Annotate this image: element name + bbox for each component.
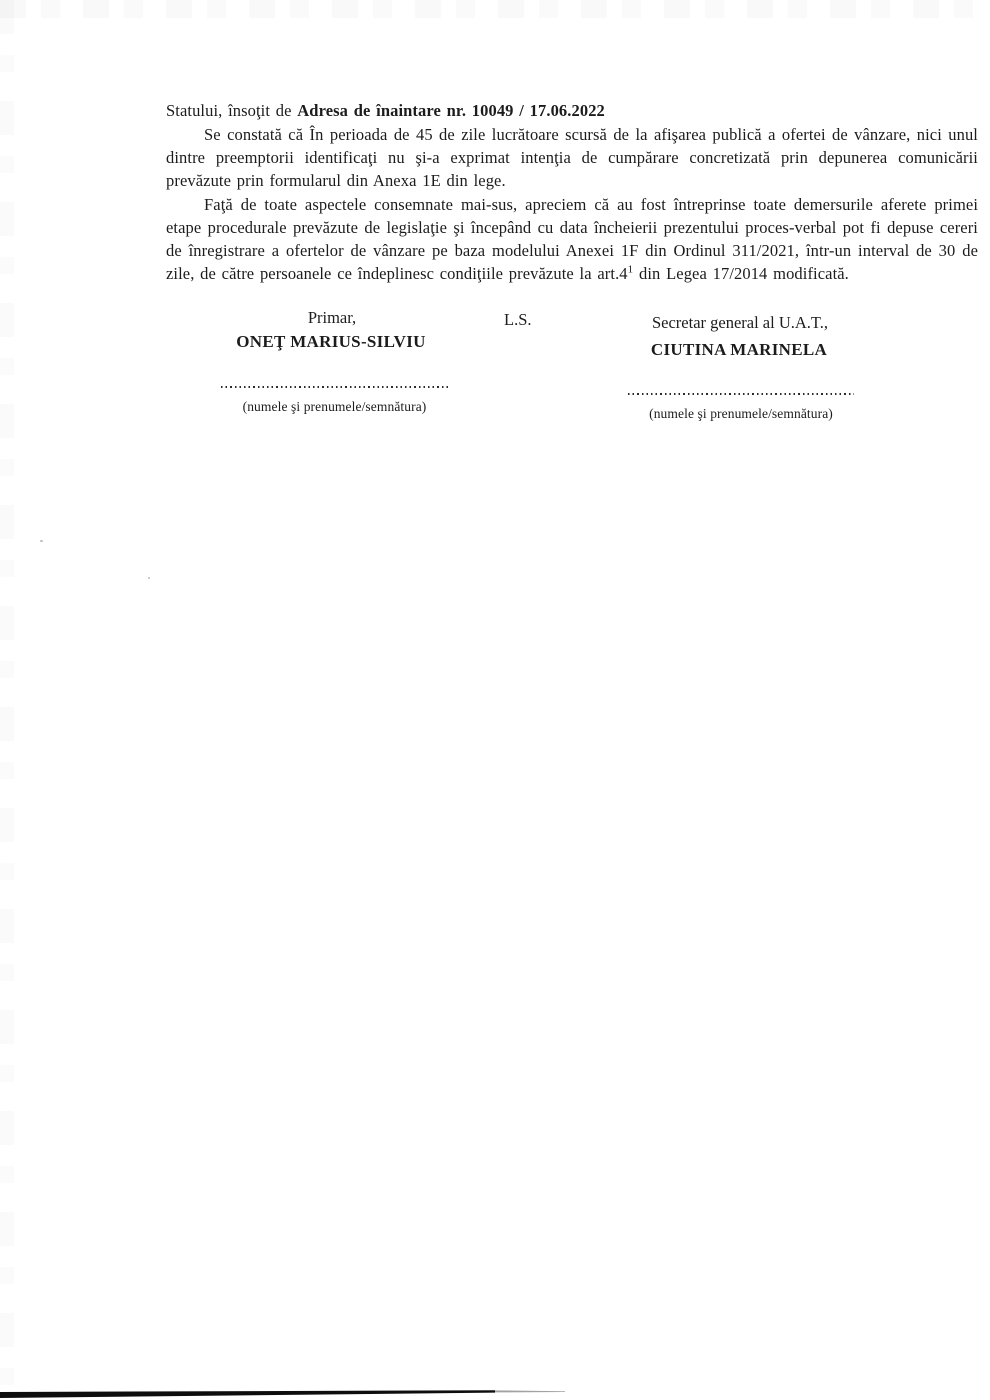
signature-caption-right: (numele şi prenumele/semnătura)	[649, 406, 833, 421]
scan-speck	[148, 577, 150, 579]
conclusion-text-part2: din Legea 17/2014 modificată.	[633, 264, 849, 283]
scan-speck	[40, 540, 43, 542]
signature-right-name: CIUTINA MARINELA	[650, 340, 828, 359]
signature-dotted-line-right	[628, 393, 854, 396]
signature-left-role: Primar,	[307, 308, 357, 327]
signature-left-name: ONEŢ MARIUS-SILVIU	[236, 332, 426, 351]
conclusion-text-part1: Faţă de toate aspectele consemnate mai-sus, apreciem că au fost întreprinse toate demersurile aferete primei etape procedurale prevăzute de legislaţie şi începând cu data încheierii prezentului proces-verbal pot fi depuse cereri de înregistrare a ofertelor de vânzare pe baza modelului Anexei 1F din Ordinul 311/2021, într-un interval de 30 de zile, de către persoanele ce îndeplinesc condiţiile prevăzute la art.4	[166, 195, 978, 283]
scan-artifact-bottom-line	[0, 1387, 580, 1399]
paragraph-finding: Se constată că În perioada de 45 de zile lucrătoare scursă de la afişarea publică a ofertei de vânzare, nici unul dintre preemptorii identificaţi nu şi-a exprimat intenţia de cumpărare concretizată prin depunerea comunicării prevăzute prin formularul din Anexa 1E din lege.	[166, 125, 978, 190]
signature-dotted-line-left	[221, 386, 448, 389]
article-superscript: 1	[627, 263, 634, 276]
forwarding-address-reference: Adresa de înaintare nr. 10049 / 17.06.2022	[297, 101, 605, 120]
document-text-block	[166, 99, 978, 285]
continuation-prefix: Statului, însoţit de	[166, 101, 298, 120]
scan-noise-left-edge	[0, 0, 14, 1400]
signature-right-role: Secretar general al U.A.T.,	[651, 313, 829, 332]
continuation-line	[166, 99, 978, 122]
paragraph-conclusion	[166, 193, 978, 285]
scan-noise-top-edge	[0, 0, 990, 18]
signature-caption-left: (numele şi prenumele/semnătura)	[242, 399, 427, 414]
seal-placeholder-label: L.S.	[504, 310, 532, 329]
